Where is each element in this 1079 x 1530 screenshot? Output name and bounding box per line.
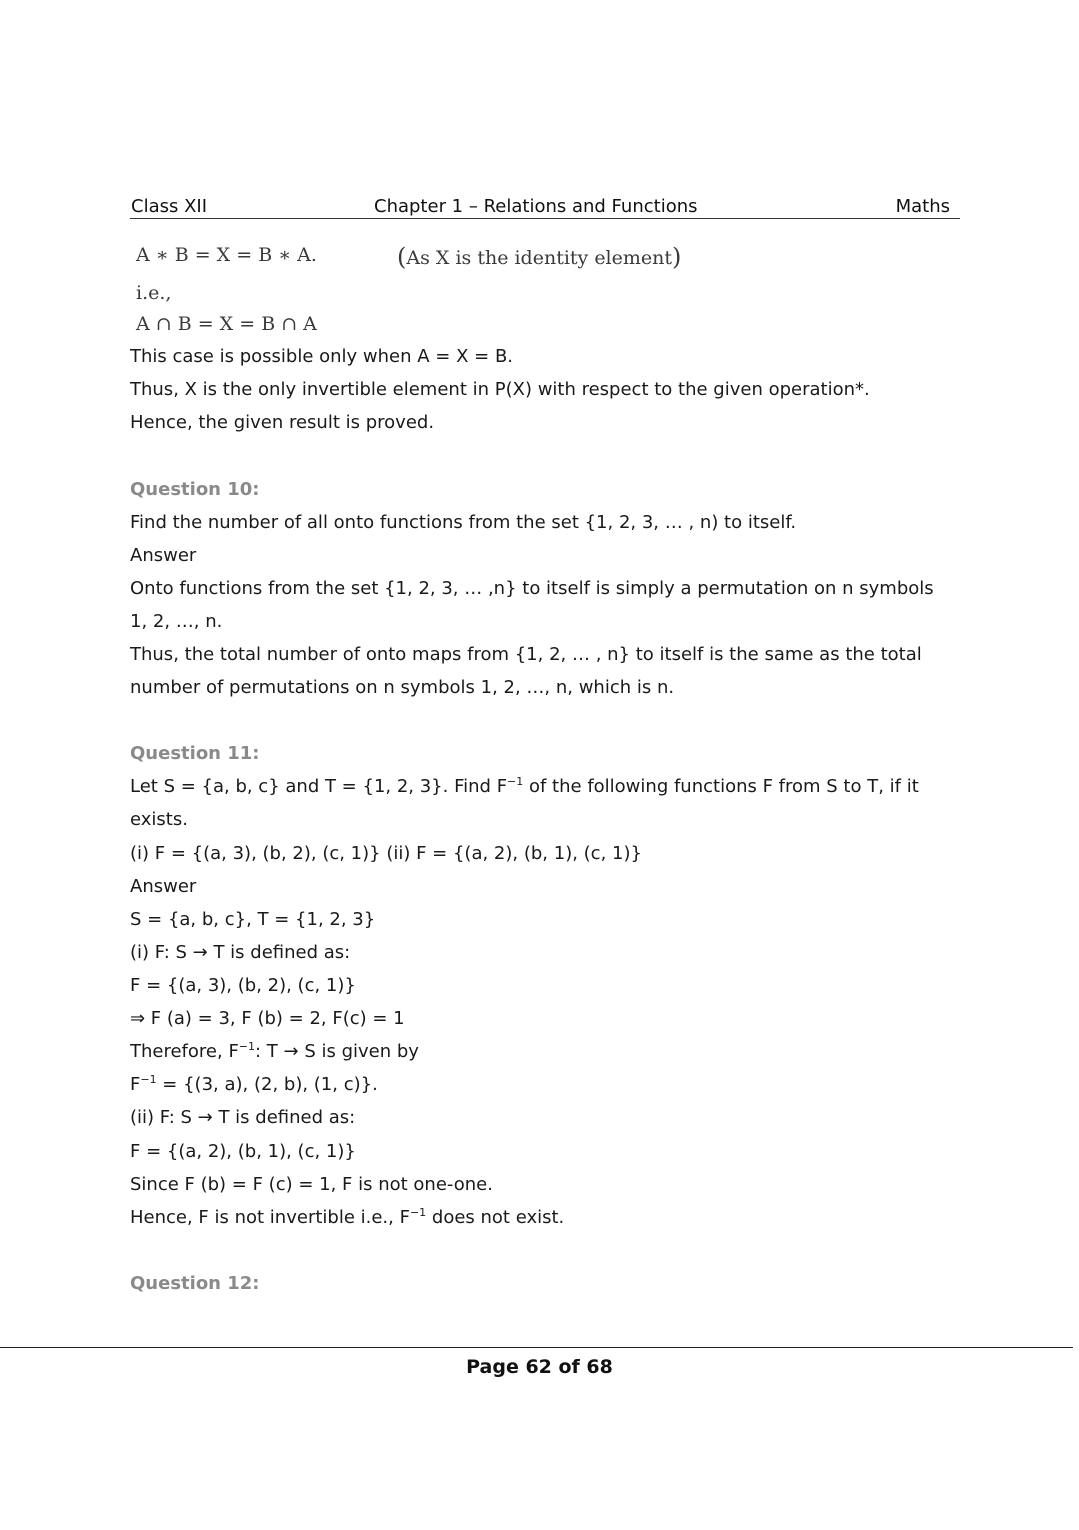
text-line: (i) F: S → T is defined as: <box>130 942 351 963</box>
text-line: Thus, X is the only invertible element in P(X) with respect to the given operation*. <box>130 379 870 400</box>
text-line: 1, 2, …, n. <box>130 611 223 632</box>
text-line: (ii) F: S → T is defined as: <box>130 1107 356 1128</box>
question-11-heading: Question 11: <box>130 743 260 764</box>
text-line: Since F (b) = F (c) = 1, F is not one-one. <box>130 1174 493 1195</box>
header-class: Class XII <box>131 196 208 217</box>
question-12-heading: Question 12: <box>130 1273 260 1294</box>
equation-intersection: A ∩ B = X = B ∩ A <box>136 313 317 335</box>
header-chapter: Chapter 1 – Relations and Functions <box>374 196 698 217</box>
page-number: Page 62 of 68 <box>466 1356 613 1378</box>
equation-note-text: As X is the identity element <box>406 247 673 269</box>
header-subject: Maths <box>895 196 950 217</box>
text-line: Onto functions from the set {1, 2, 3, … ,n} to itself is simply a permutation on n symbols <box>130 578 934 599</box>
answer-label: Answer <box>130 876 197 897</box>
text-line: Hence, the given result is proved. <box>130 412 435 433</box>
text-line: F = {(a, 2), (b, 1), (c, 1)} <box>130 1141 356 1162</box>
question-10-heading: Question 10: <box>130 479 260 500</box>
footer-divider <box>0 1347 1073 1348</box>
question-11-text: Let S = {a, b, c} and T = {1, 2, 3}. Find $F^{-1}$ of the following functions F from S to T, if it <box>130 775 919 797</box>
page-header <box>130 194 960 219</box>
question-10-text: Find the number of all onto functions from the set {1, 2, 3, … , n) to itself. <box>130 512 797 533</box>
question-11-text: exists. <box>130 809 188 830</box>
question-11-text: (i) F = {(a, 3), (b, 2), (c, 1)} (ii) F = {(a, 2), (b, 1), (c, 1)} <box>130 843 642 864</box>
text-line: F = {(a, 3), (b, 2), (c, 1)} <box>130 975 356 996</box>
text-line: This case is possible only when A = X = B. <box>130 346 514 367</box>
equation-star: A ∗ B = X = B ∗ A. <box>136 244 317 266</box>
text-line: S = {a, b, c}, T = {1, 2, 3} <box>130 909 376 930</box>
text-line: Hence, F is not invertible i.e., $F^{-1}$ does not exist. <box>130 1206 565 1228</box>
text-line: Thus, the total number of onto maps from {1, 2, … , n} to itself is the same as the total <box>130 644 922 665</box>
text-line: $F^{-1} = \{(3$, a), (2, b), (1, c)}. <box>130 1073 378 1095</box>
equation-note: (As X is the identity element) <box>397 243 682 271</box>
text-line: ⇒ F (a) = 3, F (b) = 2, F(c) = 1 <box>130 1008 405 1029</box>
ie-label: i.e., <box>136 282 172 304</box>
text-line: number of permutations on n symbols 1, 2, …, n, which is n. <box>130 677 675 698</box>
text-line: Therefore, $F^{-1}$: T → S is given by <box>130 1040 419 1062</box>
answer-label: Answer <box>130 545 197 566</box>
